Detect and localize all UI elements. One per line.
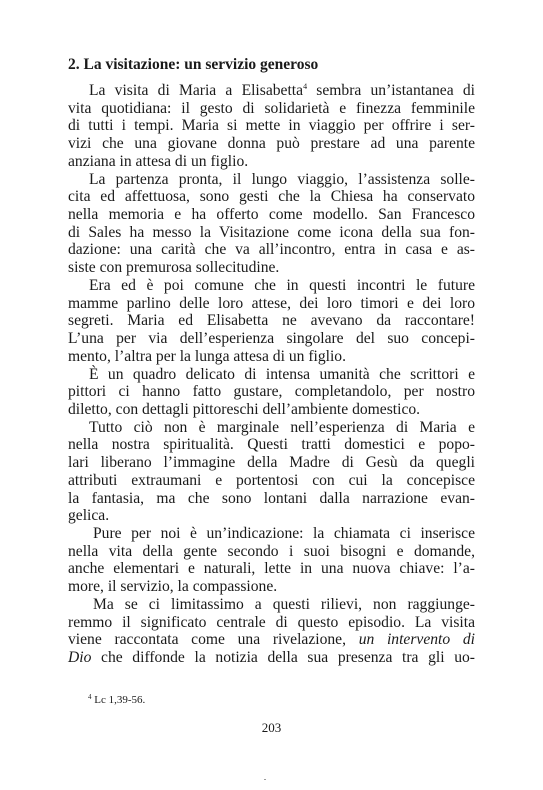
page-number: 203 (261, 720, 282, 735)
text-line: more, il servizio, la compassione. (68, 578, 278, 595)
emphasis-text: un intervento di (358, 631, 475, 648)
scan-speck (264, 779, 266, 780)
text-line: vizi che una giovane donna può prestare ad una parente (68, 135, 475, 152)
text-line: nella nostra spiritualità. Questi tratti domestici e popo- (68, 436, 475, 453)
text-line: Pure per noi è un’indicazione: la chiamata ci inserisce (93, 525, 475, 542)
text-line: È un quadro delicato di intensa umanità che scrittori e (89, 366, 475, 383)
text-line: di Sales ha messo la Visitazione come icona della sua fon- (68, 224, 475, 241)
text-line: segreti. Maria ed Elisabetta ne avevano da raccontare! (68, 312, 475, 329)
text-line: gelica. (68, 507, 110, 524)
text-line (68, 630, 475, 650)
text-span: che diffonde la notizia della sua presenza tra gli uo- (91, 649, 475, 666)
text-line: anche elementari e naturali, lette in una nuova chiave: l’a- (68, 560, 475, 577)
text-line: anziana in attesa di un figlio. (68, 153, 249, 170)
text-line: diletto, con dettagli pittoreschi dell’ambiente domestico. (68, 401, 421, 418)
text-line: la fantasia, ma che sono lontani dalla narrazione evan- (68, 490, 475, 507)
footnote-reference[interactable]: 4 (303, 82, 308, 91)
footnote (88, 694, 145, 706)
section-heading: 2. La visitazione: un servizio generoso (68, 56, 319, 73)
text-line: cita ed affettuosa, sono gesti che la Chiesa ha conservato (68, 188, 475, 205)
text-span: viene raccontata come una rivelazione, (68, 631, 359, 648)
text-line: remmo il significato centrale di questo episodio. La visita (68, 614, 475, 631)
text-line: Tutto ciò non è marginale nell’esperienza di Maria e (89, 419, 475, 436)
text-line: pittori ci hanno fatto gustare, completandolo, per nostro (68, 383, 475, 400)
text-line: nella vita della gente secondo i suoi bisogni e domande, (68, 543, 475, 560)
text-line: mamme parlino delle loro attese, dei loro timori e dei loro (68, 295, 475, 312)
text-line: La partenza pronta, il lungo viaggio, l’assistenza solle- (89, 171, 475, 188)
text-line (68, 648, 475, 668)
text-line: mento, l’altra per la lunga attesa di un figlio. (68, 348, 346, 365)
text-line (89, 81, 475, 101)
text-line: attributi extraumani e portentosi con cui la concepisce (68, 472, 475, 489)
text-line: lari liberano l’immagine della Madre di Gesù da quegli (68, 454, 475, 471)
text-line: di tutti i tempi. Maria si mette in viaggio per offrire i ser- (68, 117, 475, 134)
text-line: vita quotidiana: il gesto di solidarietà e finezza femminile (68, 100, 475, 117)
emphasis-text: Dio (68, 649, 92, 666)
text-line: dazione: una carità che va all’incontro, entra in casa e as- (68, 241, 475, 258)
text-line: Era ed è poi comune che in questi incontri le future (89, 277, 475, 294)
text-line: siste con premurosa sollecitudine. (68, 259, 280, 276)
text-line: nella memoria e ha offerto come modello. San Francesco (68, 206, 475, 223)
text-line: L’una per via dell’esperienza singolare del suo concepi- (68, 330, 475, 347)
text-span: sembra un’istantanea di (307, 82, 475, 99)
text-line: Ma se ci limitassimo a questi rilievi, non raggiunge- (93, 596, 475, 613)
footnote-marker: 4 (88, 693, 92, 701)
text-span: La visita di Maria a Elisabetta (89, 82, 304, 99)
footnote-text: Lc 1,39-56. (91, 694, 146, 706)
